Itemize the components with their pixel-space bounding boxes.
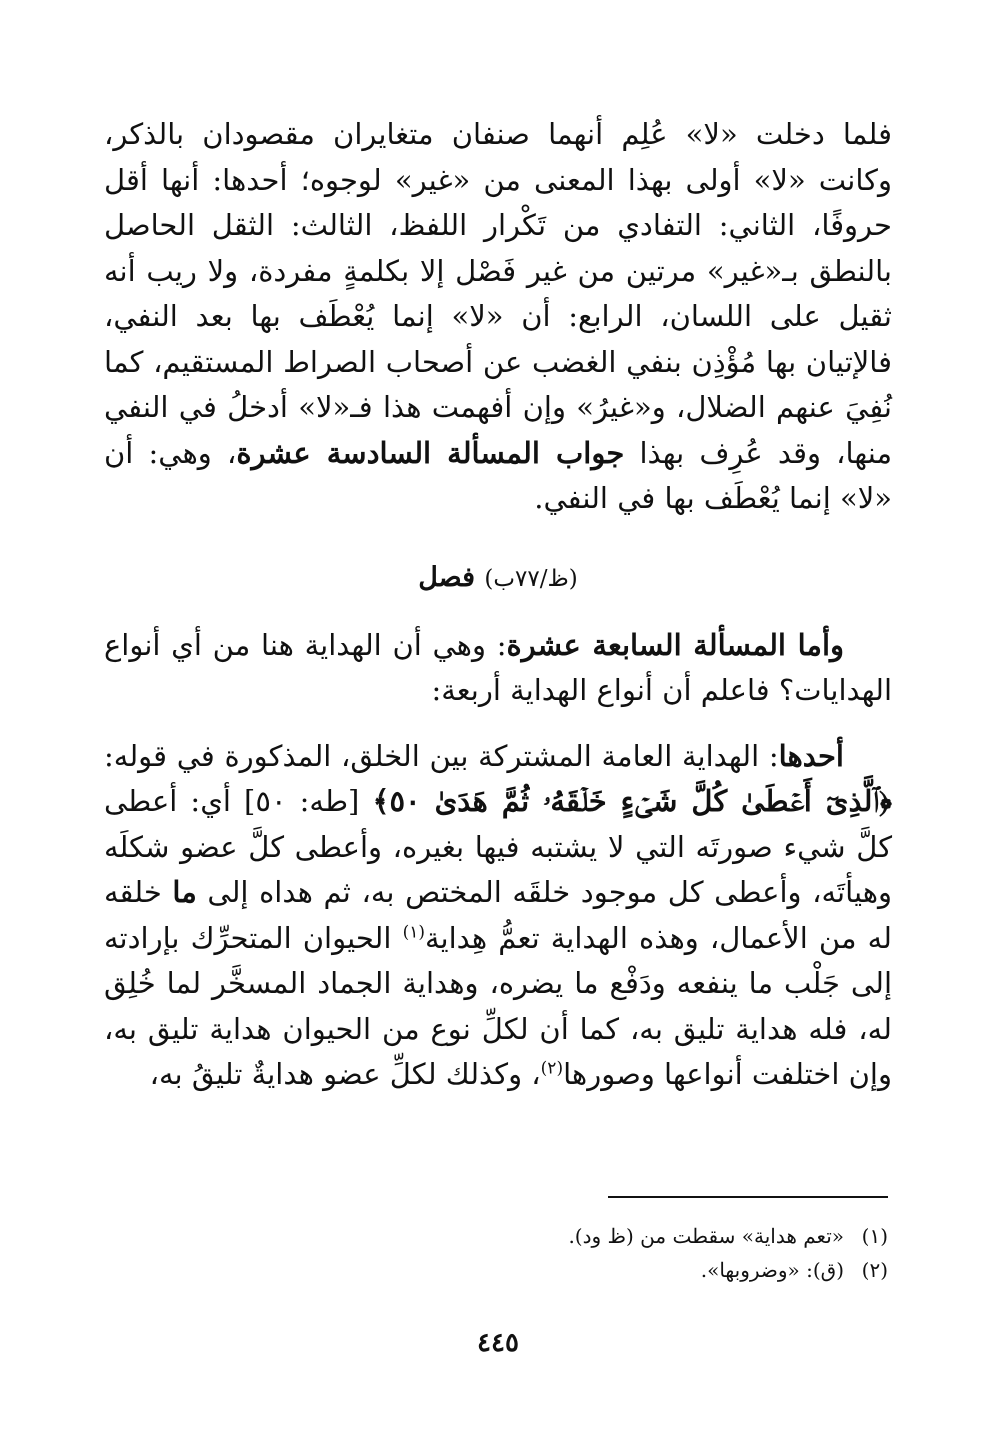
paragraph-2-bold: وأما المسألة السابعة عشرة	[506, 627, 845, 662]
page-number: ٤٤٥	[477, 1328, 519, 1358]
quran-verse: ﴿ٱلَّذِىٓ أَعۡطَىٰ كُلَّ شَىۡءٍ خَلۡقَهُۥ ثُمَّ هَدَىٰ ٥٠﴾	[372, 784, 892, 818]
paragraph-3-text-c: ما	[172, 875, 197, 909]
paragraph-3	[104, 734, 892, 1098]
footnote-divider	[608, 1196, 888, 1198]
paragraph-3-text-e: الحيوان المتحرِّك بإرادته إلى جَلْب ما ينفعه ودَفْع ما يضره، وهداية الجماد المسخَّر لما خُلِق له، فله هداية تليق به، كما أن لكلِّ نوع من الحيوان هداية تليق به، وإن اختلفت أنواعها وصورها	[104, 920, 892, 1091]
manuscript-ref: (ظ/٧٧ب)	[484, 565, 578, 592]
paragraph-3-text-b: [طه: ٥٠] أي: أعطى كلَّ شيء صورتَه التي لا يشتبه فيها بغيره، وأعطى كلَّ عضو شكلَه وهيأتَه، وأعطى كل موجود خلقَه المختص به، ثم هداه إلى	[104, 784, 893, 909]
paragraph-1-text: فلما دخلت «لا» عُلِم أنهما صنفان متغايران مقصودان بالذكر، وكانت «لا» أولى بهذا المعنى من «غير» لوجوه؛ أحدها: أنها أقل حروفًا، الثاني: التفادي من تَكْرار اللفظ، الثالث: الثقل الحاصل بالنطق بـ«غير» مرتين من غير فَصْل إلا بكلمةٍ مفردة، ولا ريب أنه ثقيل على اللسان، الرابع: أن «لا» إنما يُعْطَف بها بعد النفي، فالإتيان بها مُؤْذِن بنفي الغضب عن أصحاب الصراط المستقيم، كما نُفِيَ عنهم الضلال، و«غيرُ» وإن أفهمت هذا فـ«لا» أدخلُ في النفي منها، وقد عُرِف بهذا	[104, 117, 892, 470]
footnote-1-text: «تعم هداية» سقطت من (ظ ود).	[568, 1224, 844, 1248]
paragraph-1-end: ، وهي: أن «لا» إنما يُعْطَف بها في النفي.	[104, 435, 892, 515]
paragraph-1	[104, 112, 892, 522]
footnote-2-text: (ق): «وضروبها».	[700, 1258, 844, 1282]
paragraph-2	[104, 623, 892, 714]
paragraph-3-text-a: : الهداية العامة المشتركة بين الخلق، المذكورة في قوله:	[104, 738, 779, 773]
section-heading	[104, 558, 892, 599]
footnote-2	[108, 1254, 888, 1286]
section-title: فصل	[418, 561, 475, 593]
paragraph-3-bold: أحدها	[778, 738, 844, 773]
paragraph-1-bold: جواب المسألة السادسة عشرة	[236, 435, 625, 470]
footnote-ref-1[interactable]: (١)	[402, 921, 425, 942]
footnote-1-number: (١)	[861, 1224, 888, 1248]
paragraph-3-text-d: خلقه له من الأعمال، وهذه الهداية تعمُّ هِداية	[104, 875, 892, 955]
footnote-1	[108, 1220, 888, 1252]
paragraph-2-text: : وهي أن الهداية هنا من أي أنواع الهدايات؟ فاعلم أن أنواع الهداية أربعة:	[104, 627, 892, 707]
paragraph-3-text-f: ، وكذلك لكلِّ عضو هدايةٌ تليقُ به،	[149, 1057, 541, 1091]
footnote-2-number: (٢)	[861, 1258, 888, 1282]
footnote-ref-2[interactable]: (٢)	[540, 1058, 564, 1079]
footnotes	[108, 1220, 888, 1288]
